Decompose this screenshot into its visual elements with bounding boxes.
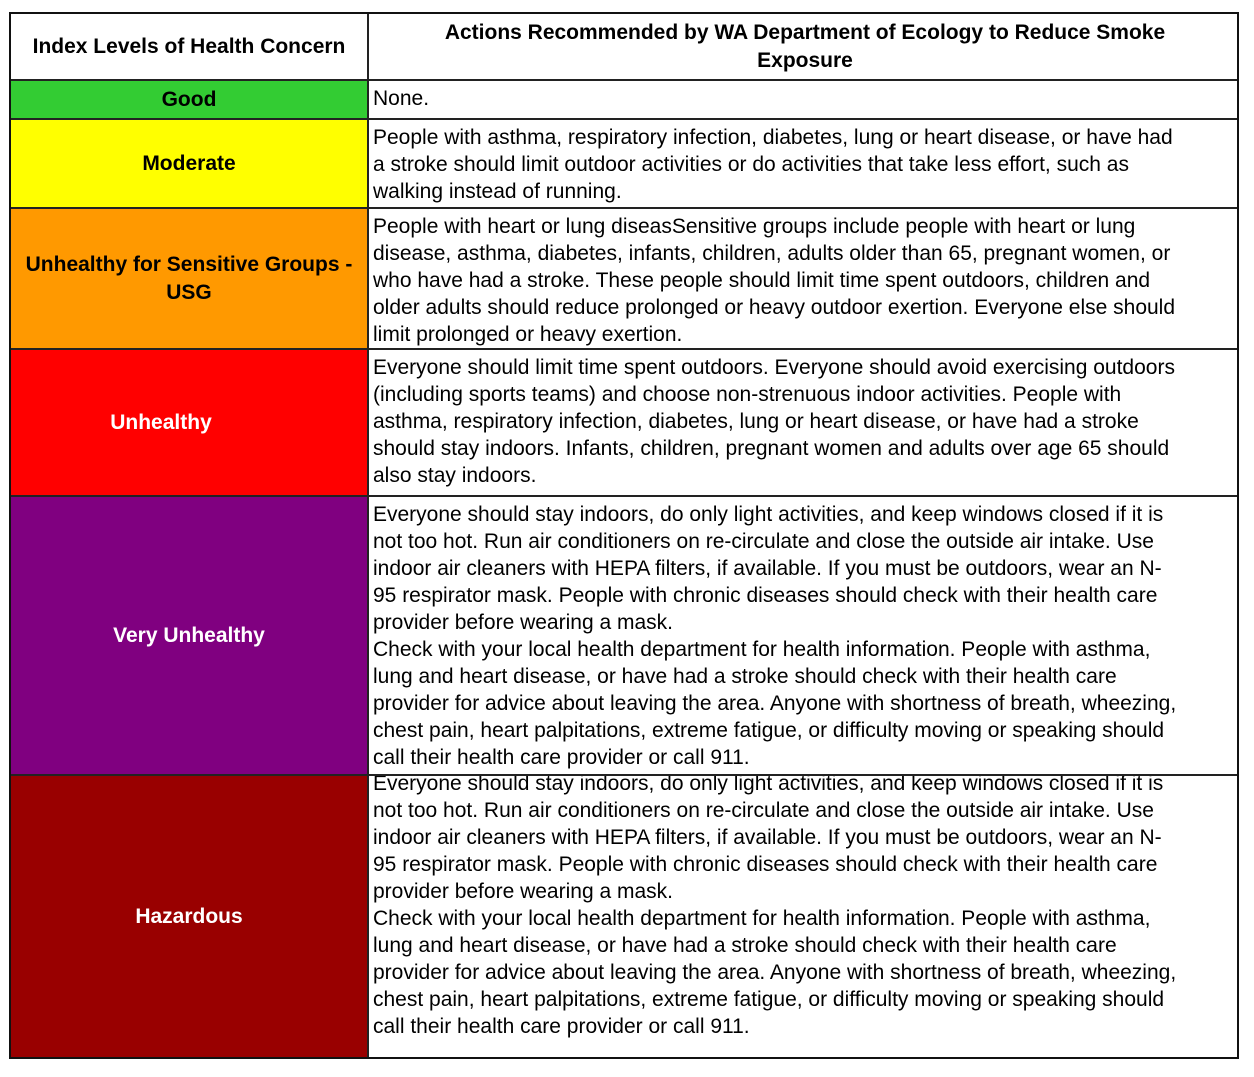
action-line: (including sports teams) and choose non-strenuous indoor activities. People with (373, 383, 1122, 406)
action-line: provider for advice about leaving the area. Anyone with shortness of breath, wheezing, (373, 961, 1177, 984)
action-line: 95 respirator mask. People with chronic diseases should check with their health care (373, 853, 1158, 876)
header-level-column: Index Levels of Health Concern (11, 14, 369, 79)
action-line: provider before wearing a mask. (373, 880, 673, 903)
level-cell-unhealthy (11, 350, 369, 495)
action-line: a stroke should limit outdoor activities or do activities that take less effort, such as (373, 153, 1129, 176)
table-row-unhealthy (11, 348, 1237, 495)
level-cell-moderate (11, 120, 369, 207)
action-line: Check with your local health department for health information. People with asthma, (373, 907, 1151, 930)
action-line: limit prolonged or heavy exertion. (373, 323, 683, 346)
action-line: call their health care provider or call 911. (373, 746, 750, 769)
action-line: indoor air cleaners with HEPA filters, if available. If you must be outdoors, wear an N- (373, 557, 1162, 580)
table-row-moderate (11, 118, 1237, 207)
action-line: None. (373, 87, 430, 110)
action-line: People with heart or lung diseasSensitive groups include people with heart or lung (373, 215, 1136, 238)
action-cell-usg (369, 209, 1237, 348)
action-line: provider for advice about leaving the area. Anyone with shortness of breath, wheezing, (373, 692, 1177, 715)
header-action-line: Exposure (757, 48, 853, 72)
header-action-column (369, 14, 1237, 79)
action-line: call their health care provider or call 911. (373, 1015, 750, 1038)
table-row-usg (11, 207, 1237, 348)
level-label: Hazardous (135, 904, 243, 928)
level-cell-usg (11, 209, 369, 348)
table-row-very-unhealthy (11, 495, 1237, 774)
level-label: Unhealthy (110, 410, 212, 434)
action-line: older adults should reduce prolonged or heavy outdoor exertion. Everyone else should (373, 296, 1176, 319)
level-label: Moderate (142, 151, 236, 175)
action-line: who have had a stroke. These people should limit time spent outdoors, children and (373, 269, 1151, 292)
table-header-row (11, 14, 1237, 79)
action-cell-good (369, 81, 1237, 118)
action-line: walking instead of running. (373, 180, 622, 203)
table-row-hazardous (11, 774, 1237, 1057)
action-line: People with asthma, respiratory infection, diabetes, lung or heart disease, or have had (373, 126, 1173, 149)
level-cell-hazardous (11, 776, 369, 1057)
action-line: lung and heart disease, or have had a stroke should check with their health care (373, 665, 1117, 688)
action-line: Everyone should stay indoors, do only light activities, and keep windows closed if it is (373, 776, 1164, 795)
action-line: Everyone should limit time spent outdoors. Everyone should avoid exercising outdoors (373, 356, 1175, 379)
action-cell-hazardous (369, 776, 1237, 1057)
level-label: Unhealthy for Sensitive Groups - (25, 252, 353, 276)
action-line: not too hot. Run air conditioners on re-circulate and close the outside air intake. Use (373, 530, 1154, 553)
action-cell-very-unhealthy (369, 497, 1237, 774)
level-cell-very-unhealthy (11, 497, 369, 774)
level-cell-good (11, 81, 369, 118)
action-cell-moderate (369, 120, 1237, 207)
level-label: Very Unhealthy (113, 623, 265, 647)
action-line: asthma, respiratory infection, diabetes, lung or heart disease, or have had a stroke (373, 410, 1139, 433)
action-line: indoor air cleaners with HEPA filters, if available. If you must be outdoors, wear an N- (373, 826, 1162, 849)
action-line: not too hot. Run air conditioners on re-circulate and close the outside air intake. Use (373, 799, 1154, 822)
level-label: Good (161, 87, 217, 111)
action-line: 95 respirator mask. People with chronic diseases should check with their health care (373, 584, 1158, 607)
action-line: Everyone should stay indoors, do only light activities, and keep windows closed if it is (373, 503, 1164, 526)
action-cell-unhealthy (369, 350, 1237, 495)
level-label: USG (166, 280, 212, 304)
action-line: provider before wearing a mask. (373, 611, 673, 634)
action-line: Check with your local health department for health information. People with asthma, (373, 638, 1151, 661)
table-row-good (11, 79, 1237, 118)
action-line: chest pain, heart palpitations, extreme fatigue, or difficulty moving or speaking should (373, 719, 1165, 742)
header-action-line: Actions Recommended by WA Department of Ecology to Reduce Smoke (444, 20, 1166, 44)
health-concern-table (9, 12, 1239, 1059)
action-line: also stay indoors. (373, 464, 537, 487)
action-line: lung and heart disease, or have had a stroke should check with their health care (373, 934, 1117, 957)
action-line: disease, asthma, diabetes, infants, children, adults older than 65, pregnant women, or (373, 242, 1171, 265)
action-line: chest pain, heart palpitations, extreme fatigue, or difficulty moving or speaking should (373, 988, 1165, 1011)
action-line: should stay indoors. Infants, children, pregnant women and adults over age 65 should (373, 437, 1170, 460)
